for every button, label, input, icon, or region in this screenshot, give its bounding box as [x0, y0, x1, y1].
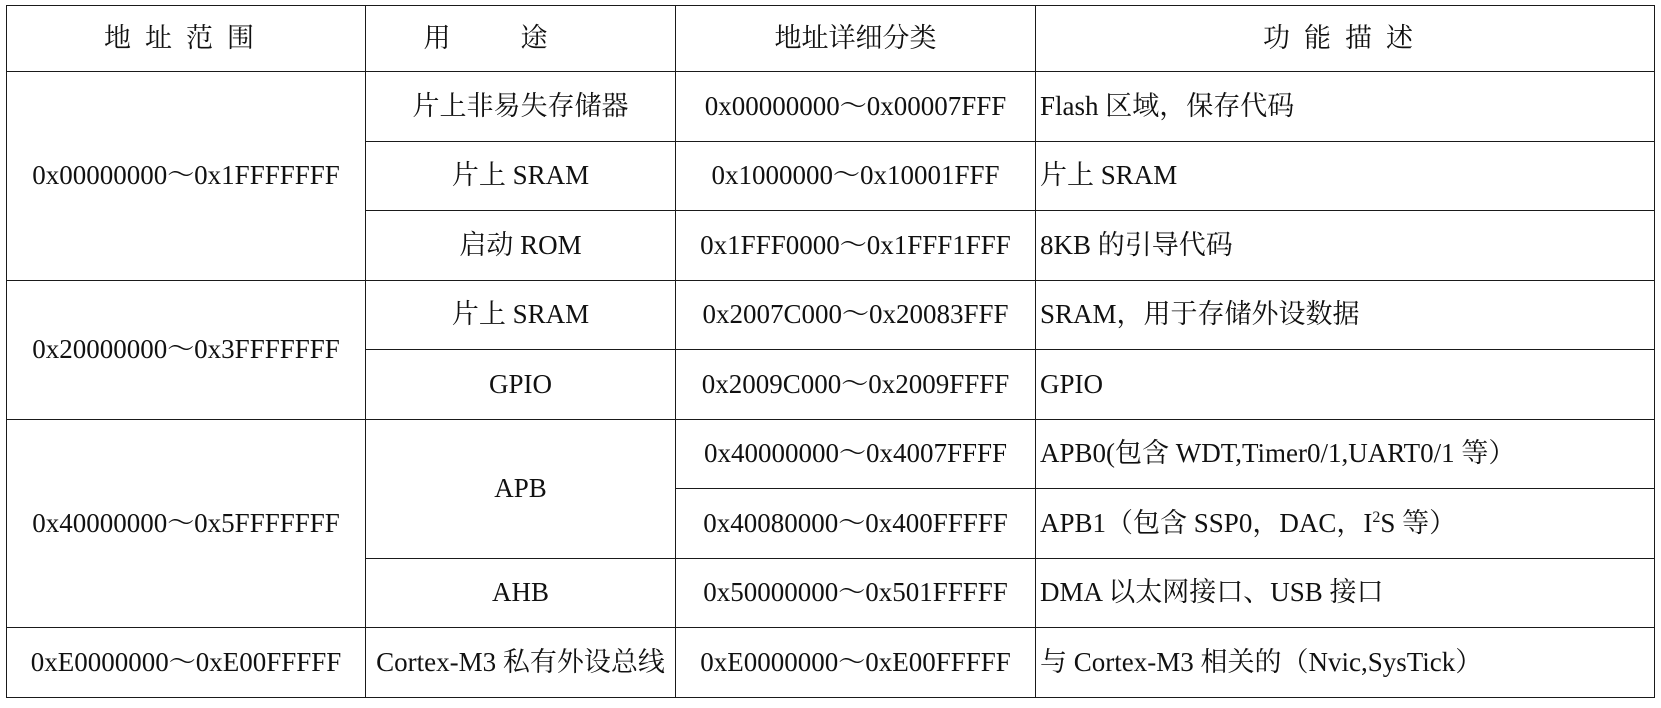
- function-text-pre: APB1（包含 SSP0，DAC，I: [1040, 507, 1373, 538]
- range-cell: 0xE0000000～0xE00FFFFF: [7, 628, 366, 698]
- function-cell: GPIO: [1036, 350, 1655, 420]
- header-function: 功能描述: [1036, 6, 1655, 72]
- function-text-post: S 等）: [1380, 507, 1457, 538]
- detail-cell: 0xE0000000～0xE00FFFFF: [676, 628, 1036, 698]
- usage-cell: 片上 SRAM: [366, 280, 676, 350]
- memory-map-container: [6, 5, 1655, 698]
- table-row: [7, 628, 1655, 698]
- table-row: [7, 419, 1655, 489]
- detail-cell: 0x1000000～0x10001FFF: [676, 141, 1036, 211]
- header-address-detail: 地址详细分类: [676, 6, 1036, 72]
- detail-cell: 0x2007C000～0x20083FFF: [676, 280, 1036, 350]
- detail-cell: 0x00000000～0x00007FFF: [676, 72, 1036, 142]
- header-address-range: 地址范围: [7, 6, 366, 72]
- usage-cell: AHB: [366, 558, 676, 628]
- detail-cell: 0x50000000～0x501FFFFF: [676, 558, 1036, 628]
- table-row: [7, 72, 1655, 142]
- function-cell: [1036, 489, 1655, 559]
- function-cell: APB0(包含 WDT,Timer0/1,UART0/1 等）: [1036, 419, 1655, 489]
- table-row: [7, 280, 1655, 350]
- function-cell: 与 Cortex-M3 相关的（Nvic,SysTick）: [1036, 628, 1655, 698]
- function-cell: SRAM，用于存储外设数据: [1036, 280, 1655, 350]
- detail-cell: 0x1FFF0000～0x1FFF1FFF: [676, 211, 1036, 281]
- memory-map-table: [6, 5, 1655, 698]
- function-cell: Flash 区域，保存代码: [1036, 72, 1655, 142]
- function-text-sup: 2: [1372, 508, 1381, 526]
- function-cell: 8KB 的引导代码: [1036, 211, 1655, 281]
- header-usage: 用途: [366, 6, 676, 72]
- usage-cell: Cortex-M3 私有外设总线: [366, 628, 676, 698]
- usage-cell: GPIO: [366, 350, 676, 420]
- range-cell: 0x20000000～0x3FFFFFFF: [7, 280, 366, 419]
- detail-cell: 0x40000000～0x4007FFFF: [676, 419, 1036, 489]
- detail-cell: 0x2009C000～0x2009FFFF: [676, 350, 1036, 420]
- usage-cell: APB: [366, 419, 676, 558]
- function-cell: DMA 以太网接口、USB 接口: [1036, 558, 1655, 628]
- detail-cell: 0x40080000～0x400FFFFF: [676, 489, 1036, 559]
- header-row: [7, 6, 1655, 72]
- usage-cell: 启动 ROM: [366, 211, 676, 281]
- usage-cell: 片上 SRAM: [366, 141, 676, 211]
- function-cell: 片上 SRAM: [1036, 141, 1655, 211]
- range-cell: 0x00000000～0x1FFFFFFF: [7, 72, 366, 281]
- usage-cell: 片上非易失存储器: [366, 72, 676, 142]
- range-cell: 0x40000000～0x5FFFFFFF: [7, 419, 366, 628]
